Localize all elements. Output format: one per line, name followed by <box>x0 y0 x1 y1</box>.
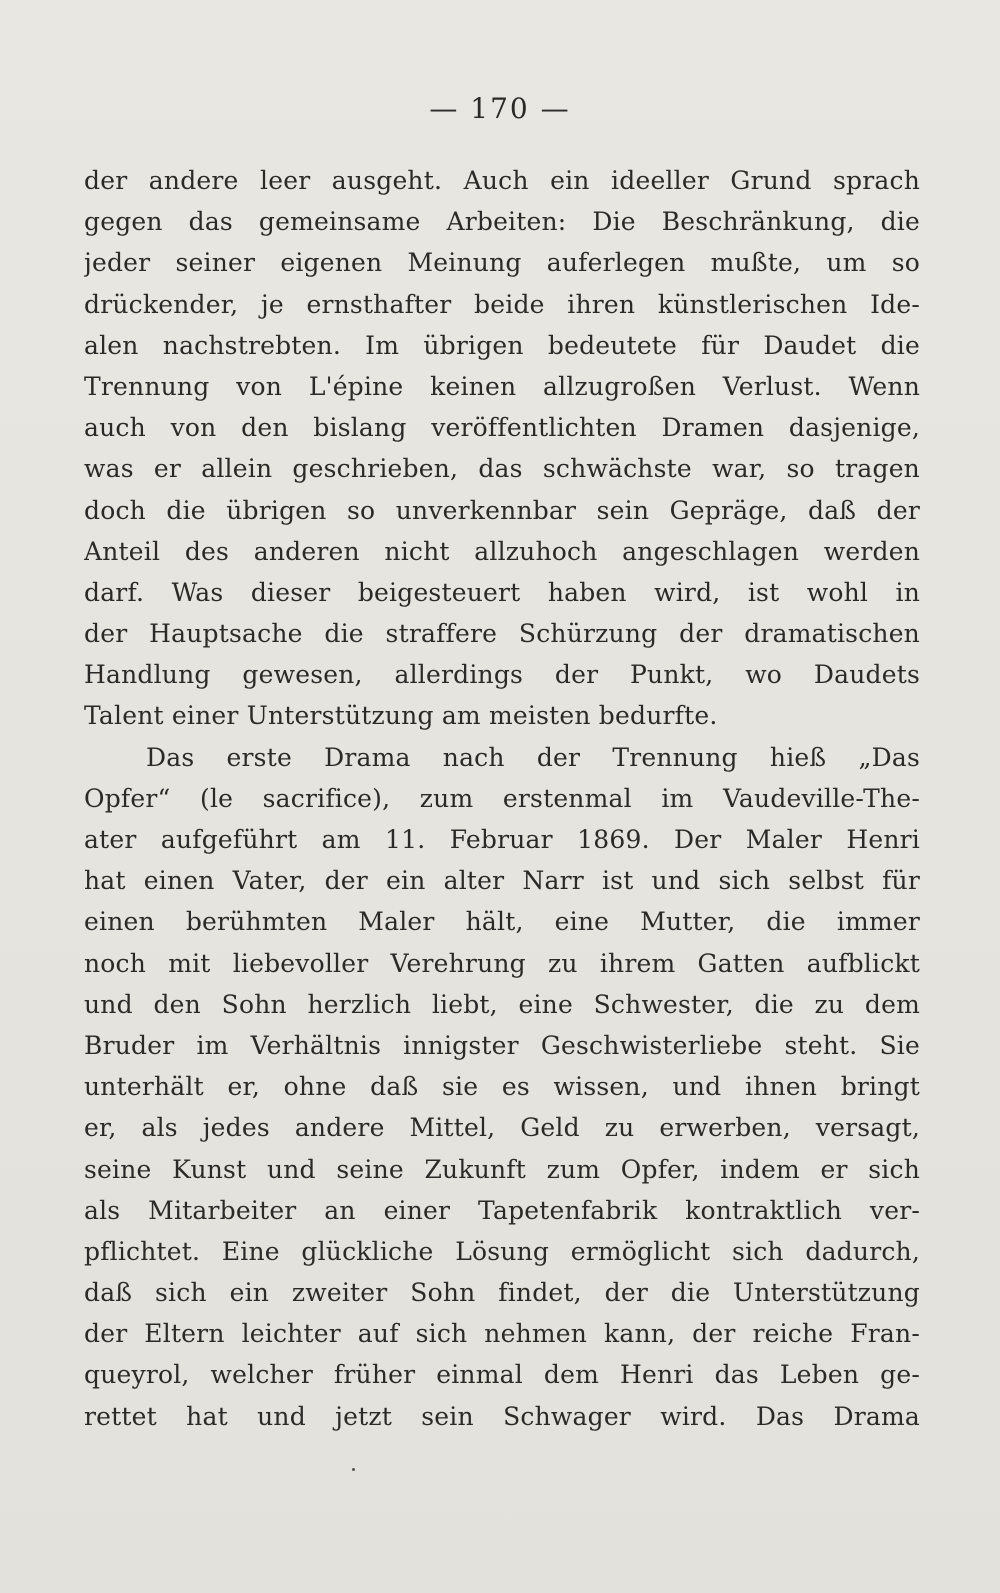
text-line: doch die übrigen so unverkennbar sein Gepräge, daß der <box>84 495 920 525</box>
text-line: Das erste Drama nach der Trennung hieß „Das <box>146 742 920 772</box>
text-line: Trennung von L'épine keinen allzugroßen Verlust. Wenn <box>84 371 920 401</box>
text-line: noch mit liebevoller Verehrung zu ihrem Gatten aufblickt <box>84 948 920 978</box>
text-line: der andere leer ausgeht. Auch ein ideeller Grund sprach <box>84 166 920 195</box>
text-line: einen berühmten Maler hält, eine Mutter, die immer <box>84 907 920 937</box>
text-line: rettet hat und jetzt sein Schwager wird. Das Drama <box>84 1401 920 1431</box>
text-line: was er allein geschrieben, das schwächste war, so tragen <box>84 454 920 484</box>
text-line: daß sich ein zweiter Sohn findet, der die Unterstützung <box>84 1278 920 1308</box>
text-line: darf. Was dieser beigesteuert haben wird, ist wohl in <box>84 577 920 607</box>
text-line: Handlung gewesen, allerdings der Punkt, wo Daudets <box>84 660 920 690</box>
text-line: pflichtet. Eine glückliche Lösung ermöglicht sich dadurch, <box>84 1236 920 1266</box>
page-number: — 170 — <box>429 92 571 125</box>
text-line: der Eltern leichter auf sich nehmen kann, der reiche Fran- <box>84 1319 920 1349</box>
text-line: unterhält er, ohne daß sie es wissen, und ihnen bringt <box>84 1072 920 1102</box>
text-line: ater aufgeführt am 11. Februar 1869. Der Maler Henri <box>84 825 920 854</box>
body-text <box>84 160 920 1437</box>
text-line: und den Sohn herzlich liebt, eine Schwester, die zu dem <box>84 989 920 1019</box>
text-line: der Hauptsache die straffere Schürzung der dramatischen <box>84 619 920 649</box>
text-line: Talent einer Unterstützung am meisten bedurfte. <box>84 701 718 731</box>
text-line: alen nachstrebten. Im übrigen bedeutete für Daudet die <box>84 330 920 360</box>
text-line: auch von den bislang veröffentlichten Dramen dasjenige, <box>84 413 920 443</box>
text-line: drückender, je ernsthafter beide ihren künstlerischen Ide- <box>84 289 920 319</box>
text-line: Anteil des anderen nicht allzuhoch angeschlagen werden <box>84 536 920 566</box>
text-line: queyrol, welcher früher einmal dem Henri das Leben ge- <box>84 1360 920 1390</box>
text-line: Bruder im Verhältnis innigster Geschwisterliebe steht. Sie <box>84 1030 920 1060</box>
text-line: gegen das gemeinsame Arbeiten: Die Beschränkung, die <box>84 207 920 237</box>
text-line: seine Kunst und seine Zukunft zum Opfer, indem er sich <box>84 1154 920 1184</box>
text-line: hat einen Vater, der ein alter Narr ist und sich selbst für <box>84 866 920 896</box>
text-line: Opfer“ (le sacrifice), zum erstenmal im Vaudeville-The- <box>84 783 920 813</box>
paper-speck <box>352 1468 355 1471</box>
text-line: jeder seiner eigenen Meinung auferlegen mußte, um so <box>84 248 920 278</box>
text-line: als Mitarbeiter an einer Tapetenfabrik kontraktlich ver- <box>84 1195 920 1225</box>
text-line: er, als jedes andere Mittel, Geld zu erwerben, versagt, <box>84 1113 920 1143</box>
